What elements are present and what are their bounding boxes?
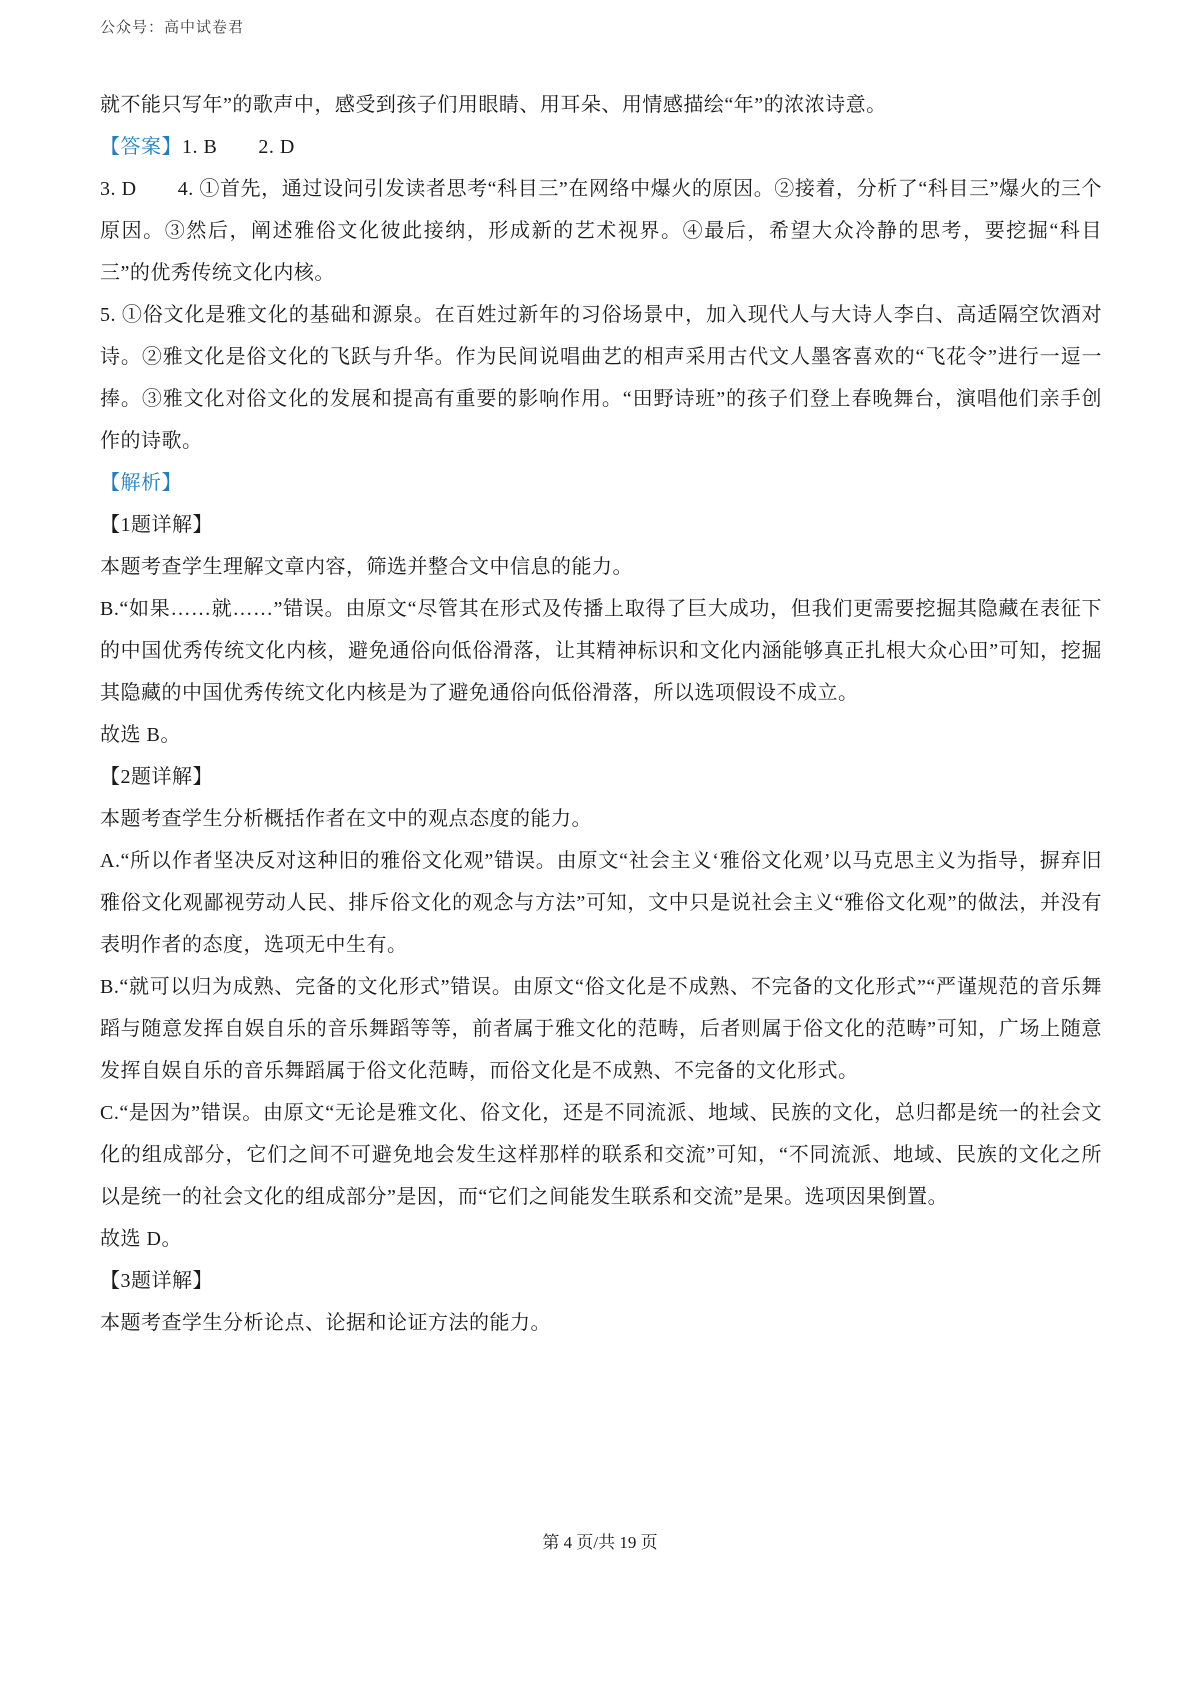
analysis-label: [100, 462, 1102, 504]
page-footer: [0, 1528, 1200, 1553]
section-heading-q2: 【2题详解】: [100, 766, 213, 788]
paragraph-q2-option-b: B.“就可以归为成熟、完备的文化形式”错误。由原文“俗文化是不成熟、不完备的文化形式”“严谨规范的音乐舞蹈与随意发挥自娱自乐的音乐舞蹈等等，前者属于雅文化的范畴，后者则属于俗文化的范畴”可知，广场上随意发挥自娱自乐的音乐舞蹈属于俗文化范畴，而俗文化是不成熟、不完备的文化形式。: [100, 976, 1102, 1082]
paragraph-q2-option-a: A.“所以作者坚决反对这种旧的雅俗文化观”错误。由原文“社会主义‘雅俗文化观’以马克思主义为指导，摒弃旧雅俗文化观鄙视劳动人民、排斥俗文化的观念与方法”可知，文中只是说社会主义“雅俗文化观”的做法，并没有表明作者的态度，选项无中生有。: [100, 850, 1102, 956]
answer-values: 1. B 2. D: [182, 136, 295, 158]
page-header: [100, 16, 244, 37]
paragraph-q1-option-b: B.“如果……就……”错误。由原文“尽管其在形式及传播上取得了巨大成功，但我们更需要挖掘其隐藏在表征下的中国优秀传统文化内核，避免通俗向低俗滑落，让其精神标识和文化内涵能够真正扎根大众心田”可知，挖掘其隐藏的中国优秀传统文化内核是为了避免通俗向低俗滑落，所以选项假设不成立。: [100, 598, 1102, 704]
paragraph-q3-q4: 3. D 4. ①首先，通过设问引发读者思考“科目三”在网络中爆火的原因。②接着，分析了“科目三”爆火的三个原因。③然后，阐述雅俗文化彼此接纳，形成新的艺术视界。④最后，希望大众冷静的思考，要挖掘“科目三”的优秀传统文化内核。: [100, 178, 1102, 284]
paragraph-q1-ability: 本题考查学生理解文章内容，筛选并整合文中信息的能力。: [100, 556, 633, 578]
page-number: 第 4 页/共 19 页: [542, 1533, 658, 1552]
paragraph-q5: 5. ①俗文化是雅文化的基础和源泉。在百姓过新年的习俗场景中，加入现代人与大诗人李白、高适隔空饮酒对诗。②雅文化是俗文化的飞跃与升华。作为民间说唱曲艺的相声采用古代文人墨客喜欢的“飞花令”进行一逗一捧。③雅文化对俗文化的发展和提高有重要的影响作用。“田野诗班”的孩子们登上春晚舞台，演唱他们亲手创作的诗歌。: [100, 304, 1102, 452]
paragraph-q2-ability: 本题考查学生分析概括作者在文中的观点态度的能力。: [100, 808, 592, 830]
analysis-label-text: 【解析】: [100, 472, 182, 494]
paragraph-intro: 就不能只写年”的歌声中，感受到孩子们用眼睛、用耳朵、用情感描绘“年”的浓浓诗意。: [100, 94, 887, 116]
answer-line: [100, 126, 1102, 168]
paragraph-q2-conclusion: 故选 D。: [100, 1228, 182, 1250]
section-heading-q1: 【1题详解】: [100, 514, 213, 536]
section-heading-q3: 【3题详解】: [100, 1270, 213, 1292]
header-text: 公众号：高中试卷君: [100, 20, 245, 36]
document-content: [100, 84, 1102, 1344]
paragraph-q1-conclusion: 故选 B。: [100, 724, 181, 746]
paragraph-q3-ability: 本题考查学生分析论点、论据和论证方法的能力。: [100, 1312, 551, 1334]
paragraph-q2-option-c: C.“是因为”错误。由原文“无论是雅文化、俗文化，还是不同流派、地域、民族的文化，总归都是统一的社会文化的组成部分，它们之间不可避免地会发生这样那样的联系和交流”可知，“不同流派、地域、民族的文化之所以是统一的社会文化的组成部分”是因，而“它们之间能发生联系和交流”是果。选项因果倒置。: [100, 1102, 1102, 1208]
answer-label: 【答案】: [100, 136, 182, 158]
